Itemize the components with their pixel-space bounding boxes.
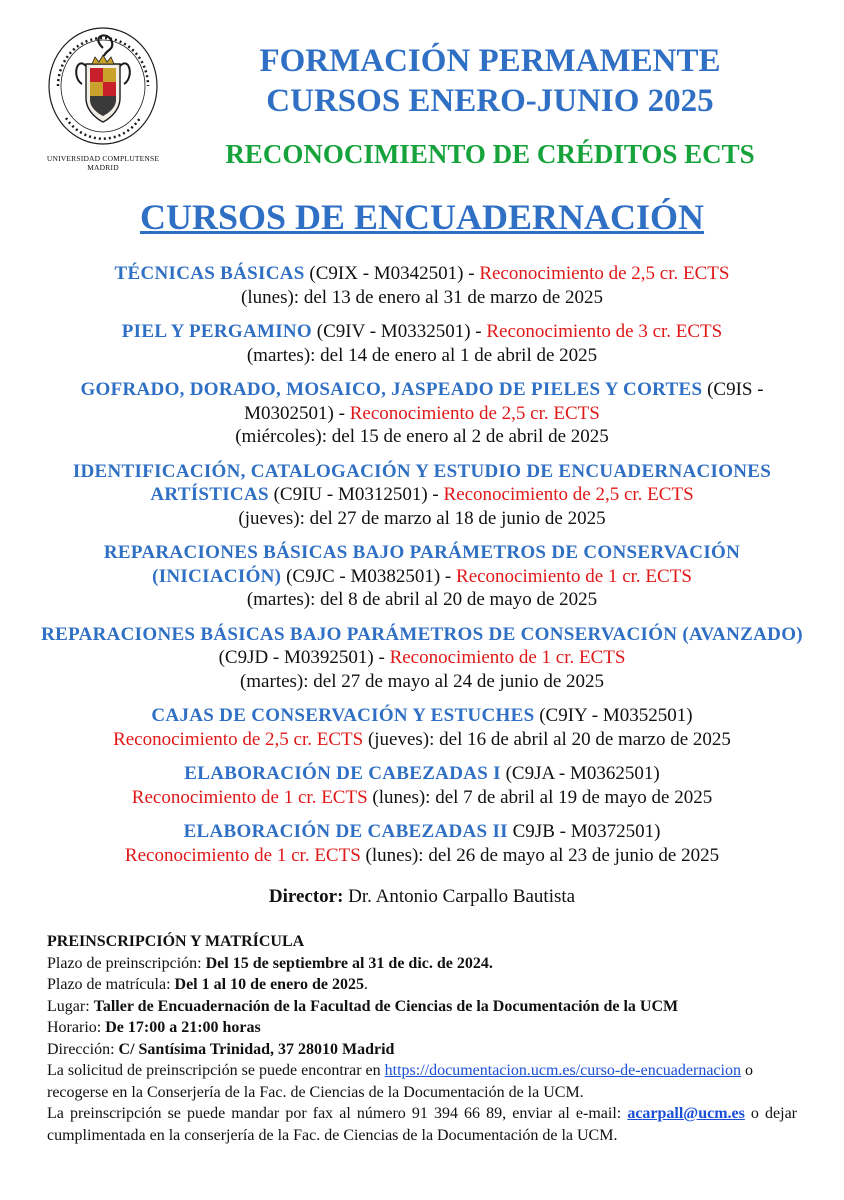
preinscription-label: Plazo de preinscripción: <box>47 954 206 972</box>
course-name: REPARACIONES BÁSICAS BAJO PARÁMETROS DE CONSERVACIÓN (INICIACIÓN) <box>103 542 741 587</box>
course-item <box>40 762 804 809</box>
course-ects: Reconocimiento de 1 cr. ECTS <box>456 565 692 587</box>
enrollment-title: PREINSCRIPCIÓN Y MATRÍCULA <box>47 933 305 950</box>
course-schedule: (martes): del 8 de abril al 20 de mayo de 2025 <box>246 589 598 610</box>
course-code: (C9JA - M0362501) <box>500 763 660 784</box>
send-text-after: o dejar cumplimentada en la conserjería de la Fac. de Ciencias de la Documentación de la UCM. <box>47 1105 797 1144</box>
course-item <box>40 704 804 751</box>
page-subtitle: RECONOCIMIENTO DE CRÉDITOS ECTS <box>225 139 755 169</box>
course-name: PIEL Y PERGAMINO <box>121 321 313 342</box>
logo-caption-line1: UNIVERSIDAD COMPLUTENSE <box>46 154 160 163</box>
course-code: C9JB - M0372501) <box>507 821 661 842</box>
address-label: Dirección: <box>47 1040 119 1058</box>
place-value: Taller de Encuadernación de la Facultad de Ciencias de la Documentación de la UCM <box>93 997 679 1015</box>
course-schedule: (lunes): del 13 de enero al 31 de marzo de 2025 <box>241 286 603 308</box>
course-schedule: (jueves): del 16 de abril al 20 de marzo de 2025 <box>363 728 731 750</box>
email-link[interactable]: acarpall@ucm.es <box>627 1105 745 1122</box>
page-title-line1: FORMACIÓN PERMAMENTE <box>259 43 721 79</box>
address-value: C/ Santísima Trinidad, 37 28010 Madrid <box>118 1040 395 1058</box>
course-code: (C9JC - M0382501) - <box>281 565 457 587</box>
course-schedule: (jueves): del 27 de marzo al 18 de junio de 2025 <box>238 507 606 529</box>
enrollment-info <box>47 931 797 1146</box>
course-schedule: (miércoles): del 15 de enero al 2 de abril de 2025 <box>235 426 609 447</box>
course-code: (C9IX - M0342501) - <box>304 263 480 284</box>
course-ects: Reconocimiento de 2,5 cr. ECTS <box>113 728 364 750</box>
course-code: (C9IV - M0332501) - <box>312 321 487 342</box>
preinscription-value: Del 15 de septiembre al 31 de dic. de 2024. <box>205 954 493 972</box>
course-schedule: (martes): del 14 de enero al 1 de abril de 2025 <box>246 344 598 366</box>
send-text-before: La preinscripción se puede mandar por fax al número 91 394 66 89, enviar al e-mail: <box>47 1105 628 1122</box>
enrollment-label: Plazo de matrícula: <box>47 976 175 993</box>
request-text-before: La solicitud de preinscripción se puede encontrar en <box>47 1062 385 1079</box>
enrollment-value: Del 1 al 10 de enero de 2025 <box>174 976 364 993</box>
course-item <box>40 460 804 531</box>
schedule-line <box>47 1017 797 1039</box>
university-logo <box>38 26 168 176</box>
course-ects: Reconocimiento de 3 cr. ECTS <box>486 321 723 342</box>
course-ects: Reconocimiento de 2,5 cr. ECTS <box>443 484 694 505</box>
place-label: Lugar: <box>47 997 94 1015</box>
director-line <box>0 885 844 909</box>
course-website-link[interactable]: https://documentacion.ucm.es/curso-de-encuadernacion <box>384 1062 741 1079</box>
course-schedule: (martes): del 27 de mayo al 24 de junio de 2025 <box>239 670 605 692</box>
course-code: (C9IY - M0352501) <box>534 705 693 726</box>
course-name: GOFRADO, DORADO, MOSAICO, JASPEADO DE PIELES Y CORTES <box>80 379 703 400</box>
address-line <box>47 1039 797 1061</box>
preinscription-period <box>47 953 797 975</box>
course-name: CAJAS DE CONSERVACIÓN Y ESTUCHES <box>151 705 535 726</box>
course-ects: Reconocimiento de 1 cr. ECTS <box>389 647 626 668</box>
section-title: CURSOS DE ENCUADERNACIÓN <box>139 197 705 237</box>
enrollment-period <box>47 974 797 996</box>
enrollment-end: . <box>363 976 368 993</box>
course-item <box>40 541 804 612</box>
course-item <box>40 623 804 694</box>
course-ects: Reconocimiento de 2,5 cr. ECTS <box>349 402 600 424</box>
logo-caption <box>38 154 168 172</box>
course-item <box>40 820 804 867</box>
course-ects: Reconocimiento de 2,5 cr. ECTS <box>479 263 730 284</box>
course-item <box>40 262 804 309</box>
course-list <box>40 262 804 878</box>
course-code: (C9IU - M0312501) - <box>268 484 444 505</box>
page-title-line2: CURSOS ENERO-JUNIO 2025 <box>266 83 714 119</box>
course-name: ELABORACIÓN DE CABEZADAS II <box>183 821 508 842</box>
course-name: TÉCNICAS BÁSICAS <box>114 263 305 284</box>
course-ects: Reconocimiento de 1 cr. ECTS <box>124 844 361 866</box>
course-schedule: (lunes): del 26 de mayo al 23 de junio de 2025 <box>360 844 720 866</box>
course-code: (C9JD - M0392501) - <box>218 647 390 668</box>
course-ects: Reconocimiento de 1 cr. ECTS <box>131 786 368 808</box>
request-text-after: o recogerse en la Conserjería de la Fac. de Ciencias de la Documentación de la UCM. <box>47 1062 753 1101</box>
course-code: (C9IS - M0302501) - <box>244 379 764 424</box>
course-item <box>40 320 804 367</box>
schedule-label: Horario: <box>47 1019 106 1036</box>
course-name: IDENTIFICACIÓN, CATALOGACIÓN Y ESTUDIO DE ENCUADERNACIONES ARTÍSTICAS <box>72 460 772 505</box>
course-name: REPARACIONES BÁSICAS BAJO PARÁMETROS DE CONSERVACIÓN (AVANZADO) <box>41 623 803 645</box>
request-paragraph <box>47 1060 797 1103</box>
schedule-value: De 17:00 a 21:00 horas <box>105 1019 261 1036</box>
place-line <box>47 996 797 1018</box>
ucm-crest-icon <box>46 26 160 150</box>
course-item <box>40 378 804 449</box>
course-name: ELABORACIÓN DE CABEZADAS I <box>184 763 501 784</box>
director-label: Director: <box>268 886 344 907</box>
send-paragraph <box>47 1103 797 1146</box>
course-schedule: (lunes): del 7 de abril al 19 de mayo de 2025 <box>367 786 713 808</box>
director-name: Dr. Antonio Carpallo Bautista <box>343 886 576 907</box>
logo-caption-line2: MADRID <box>87 163 119 172</box>
